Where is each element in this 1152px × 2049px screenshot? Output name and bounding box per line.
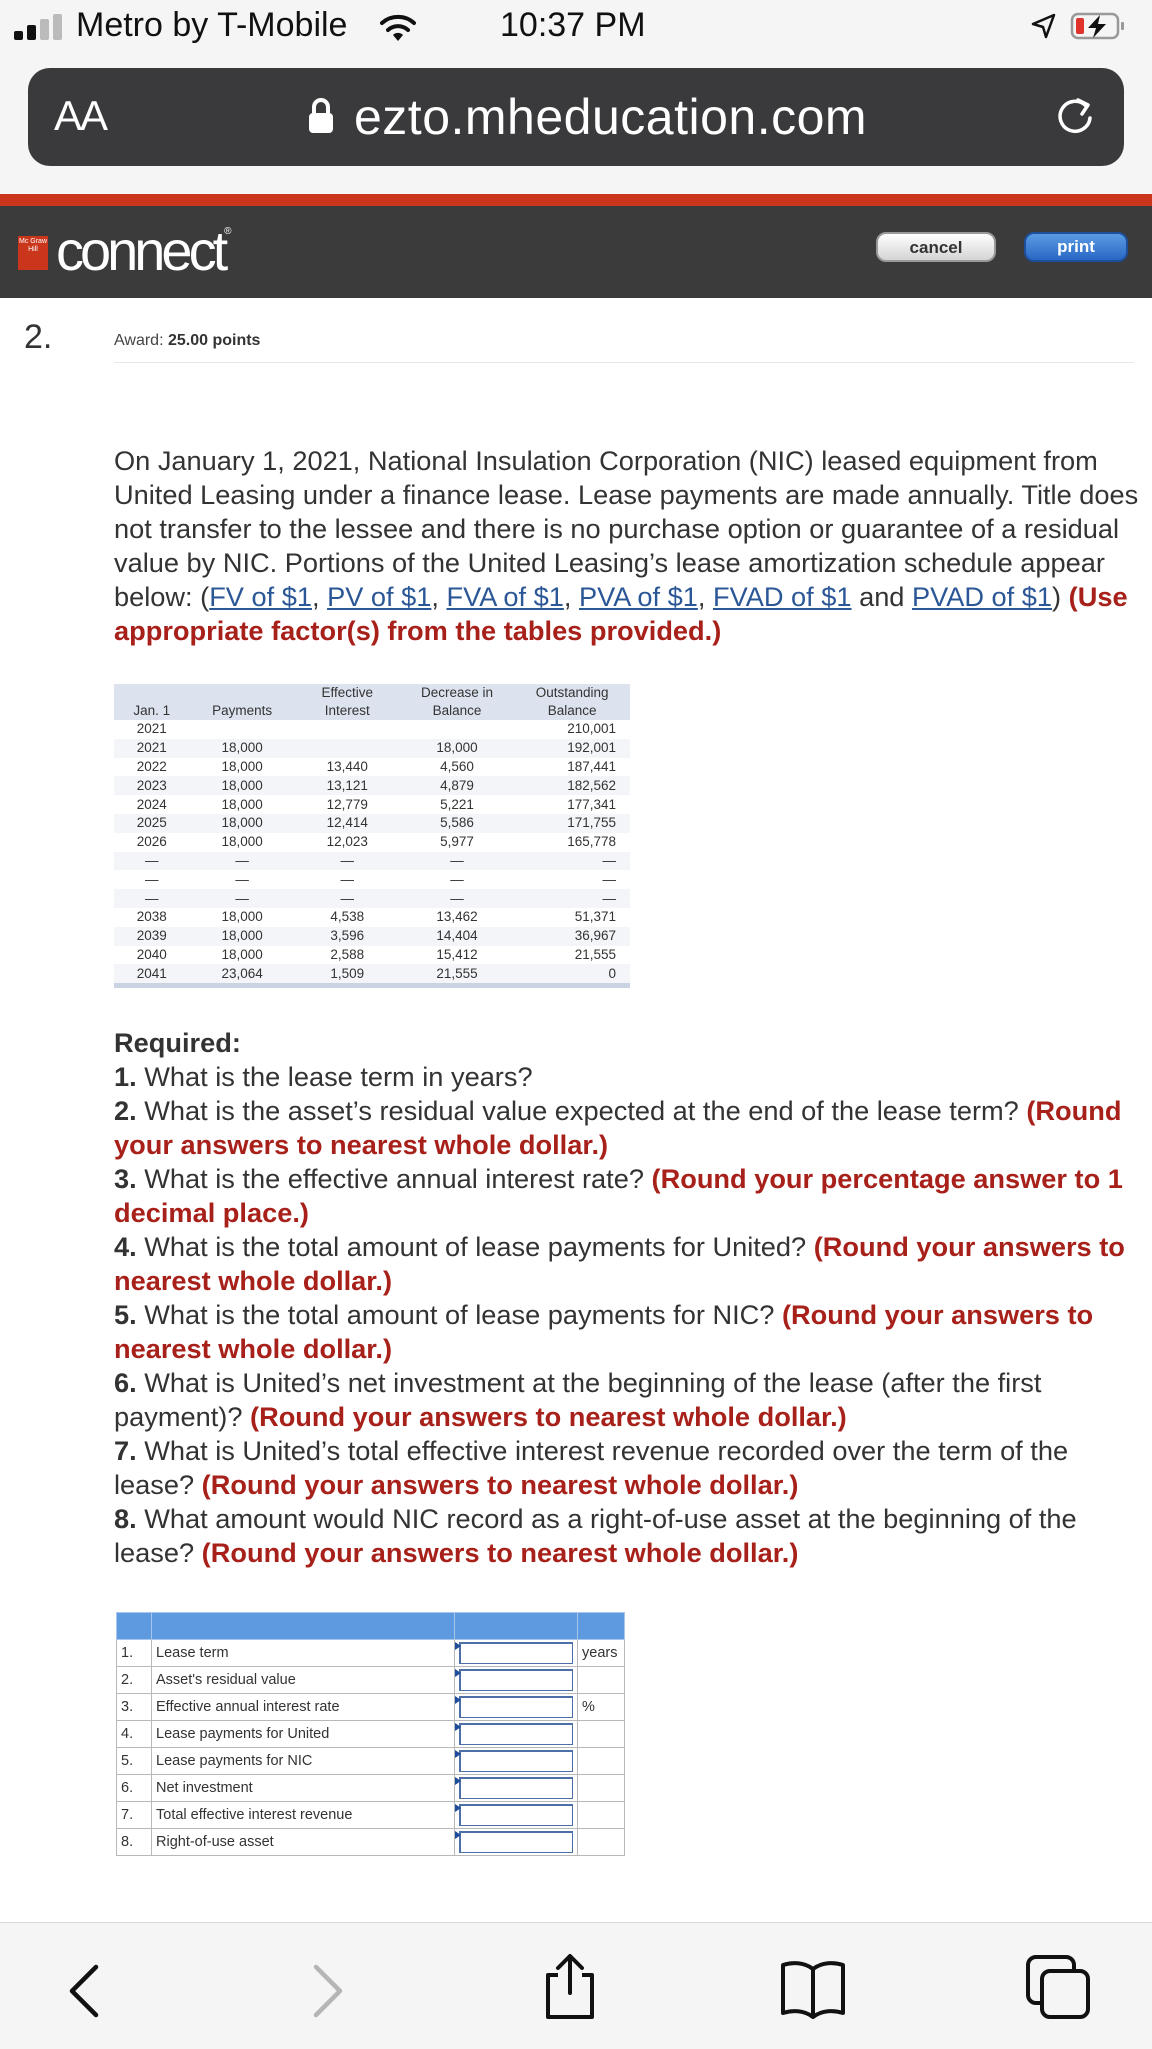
schedule-date: 2040 bbox=[136, 946, 167, 962]
schedule-interest: 4,538 bbox=[330, 909, 365, 925]
answer-number: 8. bbox=[117, 1829, 152, 1856]
schedule-row bbox=[114, 870, 630, 889]
required-item bbox=[114, 1094, 1148, 1162]
question-card bbox=[0, 298, 1152, 1922]
answer-input-cell bbox=[455, 1802, 578, 1829]
schedule-row bbox=[114, 927, 630, 946]
rounding-instruction: (Round your answers to nearest whole dollar.) bbox=[114, 1231, 1125, 1296]
schedule-balance: 210,001 bbox=[567, 721, 616, 737]
answer-input[interactable] bbox=[459, 1750, 573, 1772]
rounding-instruction: (Round your answers to nearest whole dollar.) bbox=[201, 1537, 799, 1568]
schedule-decrease: — bbox=[400, 889, 515, 908]
input-marker-icon bbox=[455, 1804, 461, 1812]
pv-table-link[interactable]: PV of $1 bbox=[327, 581, 432, 612]
answer-unit bbox=[578, 1775, 625, 1802]
schedule-date: 2025 bbox=[114, 814, 189, 833]
schedule-balance: 182,562 bbox=[514, 776, 630, 795]
bookmarks-icon[interactable] bbox=[780, 1959, 846, 2019]
answer-number: 3. bbox=[117, 1694, 152, 1721]
schedule-balance: 36,967 bbox=[514, 927, 630, 946]
schedule-decrease: — bbox=[400, 852, 515, 871]
schedule-interest: 12,779 bbox=[326, 796, 368, 812]
required-item-number: 8. bbox=[114, 1503, 137, 1534]
signal-strength-icon bbox=[14, 14, 66, 40]
divider bbox=[114, 362, 1134, 363]
rounding-instruction: (Round your answers to nearest whole dollar.) bbox=[201, 1469, 799, 1500]
schedule-row bbox=[114, 814, 630, 833]
input-marker-icon bbox=[455, 1723, 461, 1731]
share-icon[interactable] bbox=[540, 1953, 600, 2021]
schedule-date: 2022 bbox=[136, 758, 167, 774]
required-section bbox=[114, 1026, 1148, 1570]
answer-input-cell bbox=[455, 1775, 578, 1802]
schedule-date: 2039 bbox=[114, 927, 189, 946]
question-intro: On January 1, 2021, National Insulation Corporation (NIC) leased equipment from United Leasing under a finance lease. Lease payments are made annually. Title does not transfer to the lessee and there is no purchase option or guarantee of a residual value by NIC. Portions of the United Leasing’s lease amortization schedule appear below: (FV of $1, PV of $1, FVA of $1, PVA of $1, FVAD of $1 and PVAD of $1) (Use appropriate factor(s) from the tables provided.) bbox=[114, 445, 1139, 646]
tabs-icon[interactable] bbox=[1024, 1953, 1092, 2021]
schedule-date: 2021 bbox=[114, 739, 189, 758]
answer-label: Net investment bbox=[152, 1775, 455, 1802]
required-item-text: What is the lease term in years? bbox=[136, 1061, 533, 1092]
schedule-row bbox=[114, 776, 630, 795]
required-item bbox=[114, 1298, 1148, 1366]
schedule-balance: 171,755 bbox=[514, 814, 630, 833]
answer-input[interactable] bbox=[459, 1831, 573, 1853]
required-item-number: 6. bbox=[114, 1367, 137, 1398]
schedule-payment: 18,000 bbox=[221, 946, 263, 962]
answer-input-cell bbox=[455, 1748, 578, 1775]
connect-header bbox=[0, 206, 1152, 298]
clock: 10:37 PM bbox=[500, 6, 646, 44]
back-icon[interactable] bbox=[64, 1963, 104, 2019]
mcgraw-hill-logo: Mc Graw Hill bbox=[18, 236, 48, 270]
answer-row bbox=[117, 1829, 625, 1856]
schedule-payment: — bbox=[235, 871, 249, 887]
answer-table-header bbox=[117, 1613, 625, 1640]
answer-unit bbox=[578, 1667, 625, 1694]
input-marker-icon bbox=[455, 1669, 461, 1677]
schedule-decrease: 5,586 bbox=[400, 814, 515, 833]
schedule-payment: 18,000 bbox=[189, 927, 294, 946]
answer-row bbox=[117, 1640, 625, 1667]
answer-input[interactable] bbox=[459, 1804, 573, 1826]
connect-logo: connect® bbox=[56, 219, 232, 282]
schedule-decrease: 21,555 bbox=[400, 964, 515, 983]
required-item-text: What is the asset’s residual value expected at the end of the lease term? bbox=[136, 1095, 1027, 1126]
required-item bbox=[114, 1434, 1148, 1502]
required-item-number: 2. bbox=[114, 1095, 137, 1126]
answer-number: 6. bbox=[117, 1775, 152, 1802]
required-item-number: 5. bbox=[114, 1299, 137, 1330]
required-item bbox=[114, 1366, 1148, 1434]
schedule-date: — bbox=[114, 889, 189, 908]
schedule-payment: — bbox=[189, 889, 294, 908]
location-arrow-icon bbox=[1030, 12, 1058, 40]
schedule-date: 2021 bbox=[136, 721, 167, 737]
schedule-row bbox=[114, 795, 630, 814]
input-marker-icon bbox=[455, 1696, 461, 1704]
schedule-footer-rule bbox=[114, 983, 630, 988]
brand-stripe bbox=[0, 194, 1152, 206]
col-header-interest: Effective Interest bbox=[295, 684, 400, 720]
answer-input[interactable] bbox=[459, 1642, 573, 1664]
fv-table-link[interactable]: FV of $1 bbox=[209, 581, 312, 612]
status-bar bbox=[0, 0, 1152, 54]
answer-label: Asset's residual value bbox=[152, 1667, 455, 1694]
schedule-date: — bbox=[144, 871, 159, 887]
schedule-interest: 13,440 bbox=[326, 758, 368, 774]
schedule-interest: 1,509 bbox=[295, 964, 400, 983]
answer-row bbox=[117, 1775, 625, 1802]
required-item-text: What amount would NIC record as a right-of-use asset at the beginning of the lease? bbox=[114, 1503, 1077, 1568]
schedule-payment: 18,000 bbox=[221, 909, 263, 925]
schedule-decrease: 5,977 bbox=[440, 834, 474, 850]
answer-number: 5. bbox=[117, 1748, 152, 1775]
col-header-decrease: Decrease in Balance bbox=[400, 684, 515, 720]
schedule-payment: 18,000 bbox=[189, 814, 294, 833]
schedule-decrease bbox=[400, 720, 515, 739]
schedule-interest bbox=[295, 739, 400, 758]
answer-label: Right-of-use asset bbox=[152, 1829, 455, 1856]
schedule-decrease: — bbox=[450, 871, 464, 887]
schedule-balance: 165,778 bbox=[567, 834, 616, 850]
answer-input-cell bbox=[455, 1829, 578, 1856]
schedule-date: 2038 bbox=[136, 909, 167, 925]
answer-input-cell bbox=[455, 1640, 578, 1667]
answer-unit: % bbox=[578, 1694, 625, 1721]
answer-row bbox=[117, 1694, 625, 1721]
schedule-interest: — bbox=[340, 871, 355, 887]
schedule-date: 2041 bbox=[114, 964, 189, 983]
answer-unit bbox=[578, 1748, 625, 1775]
answer-unit bbox=[578, 1721, 625, 1748]
schedule-interest: 12,023 bbox=[326, 834, 368, 850]
carrier-name: Metro by T-Mobile bbox=[76, 6, 348, 44]
input-marker-icon bbox=[455, 1831, 461, 1839]
pvad-table-link[interactable]: PVAD of $1 bbox=[911, 581, 1053, 612]
wifi-icon bbox=[378, 12, 418, 44]
schedule-payment: 23,064 bbox=[189, 964, 294, 983]
fva-table-link[interactable]: FVA of $1 bbox=[446, 581, 564, 612]
schedule-row bbox=[114, 833, 630, 852]
required-item-text: What is the total amount of lease payments for NIC? bbox=[136, 1299, 782, 1330]
required-item-text: What is the effective annual interest rate? bbox=[136, 1163, 652, 1194]
rounding-instruction: (Round your answers to nearest whole dollar.) bbox=[114, 1299, 1094, 1364]
answer-input[interactable] bbox=[459, 1696, 573, 1718]
reload-icon[interactable] bbox=[1052, 94, 1098, 140]
browser-toolbar bbox=[0, 1922, 1152, 2049]
lock-icon bbox=[306, 96, 336, 136]
answer-input[interactable] bbox=[459, 1777, 573, 1799]
rounding-instruction: (Round your answers to nearest whole dollar.) bbox=[250, 1401, 847, 1432]
answer-input-cell bbox=[455, 1694, 578, 1721]
question-number: 2. bbox=[24, 318, 53, 356]
address-bar[interactable] bbox=[28, 68, 1124, 166]
cancel-button[interactable]: cancel bbox=[876, 232, 996, 262]
schedule-interest: 3,596 bbox=[295, 927, 400, 946]
factor-instruction: (Use appropriate factor(s) from the tables provided.) bbox=[114, 581, 1128, 646]
answer-row bbox=[117, 1667, 625, 1694]
answer-input-cell bbox=[455, 1721, 578, 1748]
schedule-row bbox=[114, 964, 630, 983]
required-item-text: What is the total amount of lease payments for United? bbox=[136, 1231, 814, 1262]
browser-chrome bbox=[0, 54, 1152, 194]
answer-input[interactable] bbox=[459, 1723, 573, 1745]
required-title: Required: bbox=[114, 1027, 241, 1058]
battery-charging-icon bbox=[1070, 11, 1126, 41]
required-item-text: What is United’s net investment at the beginning of the lease (after the first payment)? bbox=[114, 1367, 1042, 1432]
schedule-payment: 18,000 bbox=[221, 758, 263, 774]
answer-unit bbox=[578, 1829, 625, 1856]
schedule-decrease: 4,879 bbox=[400, 776, 515, 795]
answer-label: Lease payments for NIC bbox=[152, 1748, 455, 1775]
required-item-number: 1. bbox=[114, 1061, 137, 1092]
required-item-number: 3. bbox=[114, 1163, 137, 1194]
schedule-balance: 21,555 bbox=[574, 946, 616, 962]
schedule-balance: 177,341 bbox=[567, 796, 616, 812]
fvad-table-link[interactable]: FVAD of $1 bbox=[713, 581, 852, 612]
schedule-interest: — bbox=[295, 852, 400, 871]
answer-label: Lease payments for United bbox=[152, 1721, 455, 1748]
required-item bbox=[114, 1230, 1148, 1298]
schedule-payment: 18,000 bbox=[189, 739, 294, 758]
schedule-balance: — bbox=[514, 852, 630, 871]
schedule-header-row bbox=[114, 684, 630, 720]
answer-number: 7. bbox=[117, 1802, 152, 1829]
col-header-date: Jan. 1 bbox=[114, 684, 189, 720]
schedule-date: 2024 bbox=[136, 796, 167, 812]
required-item bbox=[114, 1162, 1148, 1230]
required-item-number: 7. bbox=[114, 1435, 137, 1466]
input-marker-icon bbox=[455, 1642, 461, 1650]
schedule-interest: 13,121 bbox=[295, 776, 400, 795]
schedule-decrease: 15,412 bbox=[436, 946, 478, 962]
answer-input[interactable] bbox=[459, 1669, 573, 1691]
schedule-row bbox=[114, 889, 630, 908]
schedule-row bbox=[114, 720, 630, 739]
schedule-row bbox=[114, 852, 630, 871]
required-item-text: What is United’s total effective interest revenue recorded over the term of the lease? bbox=[114, 1435, 1069, 1500]
pva-table-link[interactable]: PVA of $1 bbox=[578, 581, 698, 612]
schedule-row bbox=[114, 758, 630, 777]
schedule-decrease: 14,404 bbox=[400, 927, 515, 946]
url-domain[interactable]: ezto.mheducation.com bbox=[354, 89, 868, 145]
schedule-interest bbox=[295, 720, 400, 739]
answer-number: 2. bbox=[117, 1667, 152, 1694]
schedule-interest: 12,414 bbox=[295, 814, 400, 833]
answer-input-cell bbox=[455, 1667, 578, 1694]
schedule-balance: — bbox=[602, 871, 616, 887]
answer-row bbox=[117, 1748, 625, 1775]
required-item-number: 4. bbox=[114, 1231, 137, 1262]
award-points: Award: 25.00 points bbox=[114, 332, 261, 349]
required-item bbox=[114, 1502, 1148, 1570]
schedule-decrease: 4,560 bbox=[440, 758, 474, 774]
schedule-balance: — bbox=[514, 889, 630, 908]
answer-number: 1. bbox=[117, 1640, 152, 1667]
schedule-payment: 18,000 bbox=[221, 834, 263, 850]
schedule-row bbox=[114, 908, 630, 927]
forward-icon[interactable] bbox=[308, 1963, 348, 2019]
schedule-decrease: 13,462 bbox=[436, 909, 478, 925]
schedule-interest: 2,588 bbox=[330, 946, 365, 962]
col-header-balance: Outstanding Balance bbox=[514, 684, 630, 720]
schedule-date: — bbox=[114, 852, 189, 871]
schedule-date: 2023 bbox=[114, 776, 189, 795]
rounding-instruction: (Round your answers to nearest whole dollar.) bbox=[114, 1095, 1122, 1160]
answer-label: Total effective interest revenue bbox=[152, 1802, 455, 1829]
answer-label: Lease term bbox=[152, 1640, 455, 1667]
schedule-balance: 51,371 bbox=[574, 909, 616, 925]
input-marker-icon bbox=[455, 1750, 461, 1758]
schedule-balance: 192,001 bbox=[514, 739, 630, 758]
schedule-row bbox=[114, 739, 630, 758]
answer-unit: years bbox=[578, 1640, 625, 1667]
schedule-payment bbox=[189, 720, 294, 739]
required-item bbox=[114, 1060, 1148, 1094]
text-size-button[interactable]: AA bbox=[54, 92, 107, 139]
schedule-balance: 0 bbox=[514, 964, 630, 983]
schedule-row bbox=[114, 946, 630, 965]
answer-table bbox=[116, 1612, 625, 1856]
input-marker-icon bbox=[455, 1777, 461, 1785]
schedule-payment: 18,000 bbox=[189, 776, 294, 795]
answer-unit bbox=[578, 1802, 625, 1829]
answer-number: 4. bbox=[117, 1721, 152, 1748]
schedule-payment: 18,000 bbox=[221, 796, 263, 812]
schedule-interest: — bbox=[295, 889, 400, 908]
schedule-payment: — bbox=[189, 852, 294, 871]
col-header-payments: Payments bbox=[189, 684, 294, 720]
schedule-balance: 187,441 bbox=[567, 758, 616, 774]
schedule-date: 2026 bbox=[136, 834, 167, 850]
print-button[interactable]: print bbox=[1024, 232, 1128, 262]
rounding-instruction: (Round your percentage answer to 1 decimal place.) bbox=[114, 1163, 1123, 1228]
answer-row bbox=[117, 1802, 625, 1829]
answer-row bbox=[117, 1721, 625, 1748]
amortization-schedule bbox=[114, 684, 630, 988]
answer-label: Effective annual interest rate bbox=[152, 1694, 455, 1721]
schedule-decrease: 18,000 bbox=[400, 739, 515, 758]
schedule-decrease: 5,221 bbox=[440, 796, 474, 812]
